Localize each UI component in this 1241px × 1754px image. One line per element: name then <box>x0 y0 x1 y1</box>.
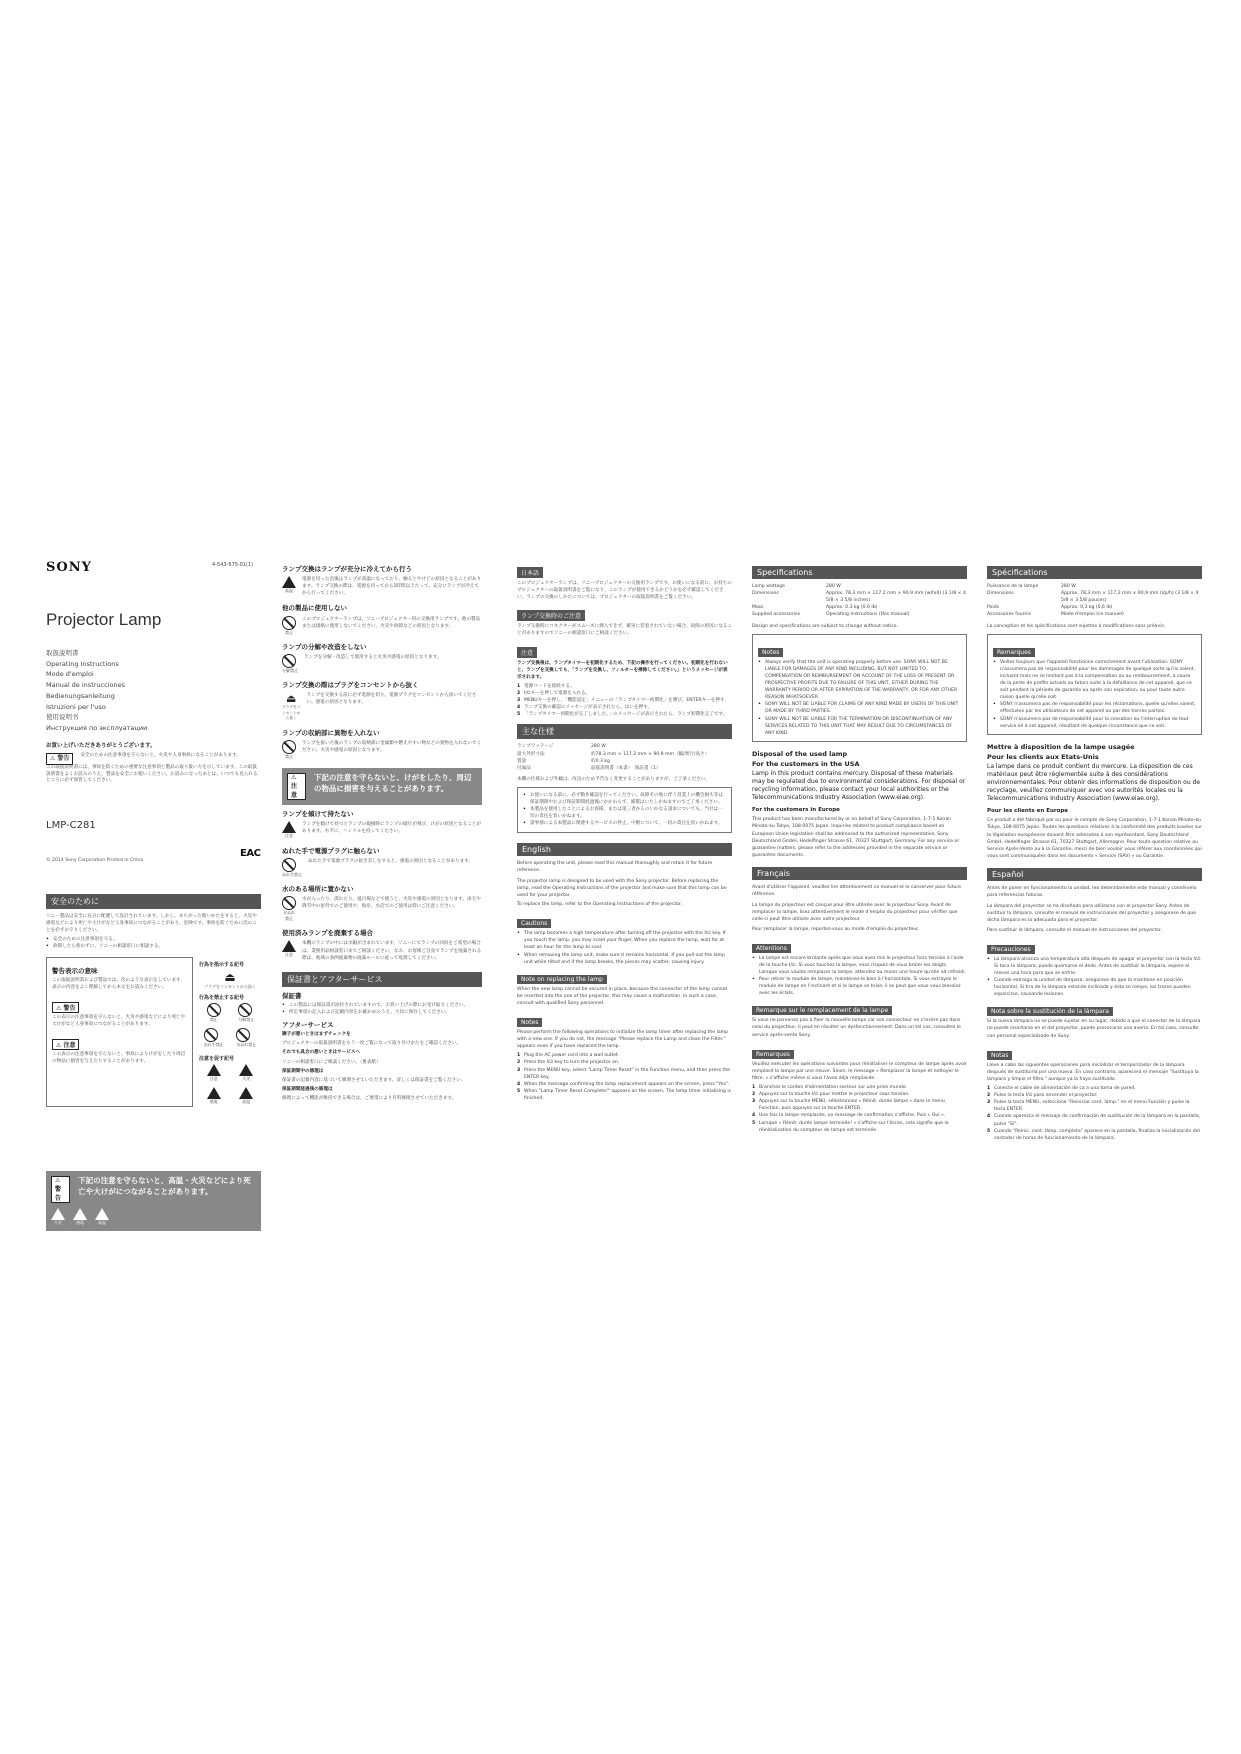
section-title: ランプを傾けて持たない <box>282 810 354 819</box>
step: 1 電源コードを接続する。 <box>517 683 575 689</box>
step: 4 When the message confirming the lamp replacement appears on the screen, press "Yes". <box>517 1081 730 1087</box>
spec-value: 280 W <box>826 584 841 589</box>
paragraph: ランプを抜いた後のランプの収納部に金属類や燃えやすい物などの異物を入れないでください。火災や感電の原因となります。 <box>302 741 482 754</box>
section-title: Disposal of the used lamp <box>752 749 848 758</box>
language-item: Manual de instrucciones <box>46 681 125 690</box>
symbol-legend <box>199 957 261 1108</box>
no-water-icon <box>236 1028 250 1042</box>
paragraph: この表示の注意事項を守らないと、事故によりけがをしたり周辺の物品に損害を与えたりすることがあります。 <box>52 1052 186 1065</box>
paragraph: Antes de poner en funcionamiento la unidad, lea detenidamente este manual y consérvelo para referencias futuras. <box>987 886 1197 899</box>
fire-icon <box>239 1064 253 1076</box>
notes-box <box>987 634 1202 735</box>
spec-value: 約78.3 mm × 117.2 mm × 90.9 mm（幅/奥行/高さ） <box>591 751 710 757</box>
paragraph: Before operating the unit, please read this manual thoroughly and retain it for future reference. <box>517 860 713 873</box>
paragraph: この表示の注意事項を守らないと、火災や感電などにより死亡や大けがなど人身事故につながることがあります。 <box>52 1014 186 1027</box>
warning-panel <box>46 1171 261 1231</box>
paragraph: 修理によって機能が維持できる場合は、ご要望により有料修理させていただきます。 <box>282 1096 457 1102</box>
icon-label: 火災 <box>54 1220 62 1226</box>
jp-warnings-column <box>282 560 482 1104</box>
legend-label: 高温 <box>242 1099 251 1105</box>
bullet: • SONY WILL NOT BE LIABLE FOR THE TERMINATION OR DISCONTINUATION OF ANY SERVICES RELATED TO THIS UNIT THAT MAY RESULT DUE TO CIRCUMSTANCES OF ANY KIND. <box>758 716 953 736</box>
spec-value: Operating Instructions (this manual) <box>826 612 910 618</box>
document-code: 4-543-675-01(1) <box>212 562 254 568</box>
paragraph: Avant d'utiliser l'appareil, veuillez lire attentivement ce manuel et le conserver pour future référence. <box>752 885 962 898</box>
legend-label: 感電 <box>209 1099 218 1105</box>
bullet: • 諸事情による本製品に関連するサービスの停止、中断について、一切の責任を負いかねます。 <box>523 821 723 827</box>
shock-icon <box>207 1087 221 1099</box>
paragraph: このプロジェクターランプは、ソニープロジェクター用の交換用ランプです。他の製品または規格に使用しないでください。火災や故障などの原因となります。 <box>302 616 481 629</box>
en-fr-column <box>752 560 967 1134</box>
subheading: それでも具合の悪いときはサービスへ <box>282 1050 361 1056</box>
section-title: ランプの分解や改造をしない <box>282 642 367 651</box>
note-tag: Nota sobre la sustitución de la lámpara <box>987 1007 1113 1016</box>
jp-en-column <box>517 560 732 1102</box>
eac-mark: EAC <box>240 848 261 859</box>
paragraph: ランプ交換時にコネクターがスムーズに挿入できず、確実に装着されていない場合、故障の原因になることがありますのでソニーの相談窓口にご相談ください。 <box>517 624 732 637</box>
plug-icon: ⏏ <box>285 692 297 706</box>
paragraph: ランプを分解・改造して使用すると火災や感電の原因となります。 <box>304 654 442 660</box>
bullet: • この製品には保証書が添付されていますので、お買い上げの際にお受け取りください。 <box>282 1002 469 1008</box>
step: 1 Conecte el cable de alimentación de ca a una toma de pared. <box>987 1085 1136 1091</box>
note-tag: Notas <box>987 1051 1012 1060</box>
note-tag: 注意 <box>517 647 537 658</box>
warning-badge: ⚠ 警告 <box>51 1176 70 1203</box>
section-header: 保証書とアフターサービス <box>282 972 482 987</box>
step: 1 Branchez le cordon d'alimentation secteur sur une prise murale. <box>752 1084 908 1090</box>
section-title: ランプ交換の際はプラグをコンセントから抜く <box>282 681 419 690</box>
section-title: ぬれた手で電源プラグに触らない <box>282 846 380 855</box>
section-subtitle: For the customers in Europe <box>752 807 840 814</box>
legend-title: 行為を指示する記号 <box>199 961 245 968</box>
paragraph: ランプ交換後は、ランプタイマーを初期化するため、下記の操作を行ってください。初期化を行わないと、ランプを交換しても、「ランプを交換し、フィルターを掃除してください。」というメッセージが表示されます。 <box>517 660 728 680</box>
icon-label: プラグをコンセントから抜く <box>282 705 301 721</box>
note-tag: Remarques <box>993 648 1035 657</box>
paragraph: 保証書の記載内容に基づいて修理させていただきます。詳しくは保証書をご覧ください。 <box>282 1077 466 1083</box>
copyright: © 2014 Sony Corporation Printed in China <box>46 858 144 863</box>
spec-label: Dimensions <box>752 591 779 597</box>
caution-panel-text: 下記の注意を守らないと、けがをしたり、周辺の物品に損害を与えることがあります。 <box>313 773 472 793</box>
notes-box <box>752 634 967 742</box>
paragraph: La lámpara del proyector se ha diseñado para utilizarse con el proyector Sony. Antes de sustituir la lámpara, consulte el manual de instrucciones del proyector y asegúrese de que dicha lámpara es la adecuada para el proyector. <box>987 904 1197 924</box>
no-water-icon <box>282 896 296 910</box>
paragraph: ソニー製品は安全に充分に配慮して設計されています。しかし、まちがった使いかたをすると、火災や感電などにより死亡や大けがなど人身事故につながることがあり、危険です。事故を防ぐために次のことを必ずお守りください。 <box>46 914 257 934</box>
section-title: ランプ交換はランプが充分に冷えてから行う <box>282 565 412 573</box>
paragraph: 本機の仕様および外観は、改良のため予告なく変更することがありますが、ご了承ください。 <box>517 776 710 782</box>
fr-es-column <box>987 560 1202 1142</box>
step: 3 MENUキーを押し、「機能設定」メニューの「ランプタイマー初期化」を選び、ENTERキーを押す。 <box>517 698 729 704</box>
icon-label: ぬれ手禁止 <box>282 871 302 877</box>
language-item: 使用说明书 <box>46 713 79 722</box>
legend-label: 注意 <box>209 1075 218 1081</box>
legend-label: ぬれ手禁止 <box>203 1042 224 1048</box>
spec-label: ランプワッテージ <box>517 744 554 750</box>
language-item: Инструкция по эксплуатации <box>46 724 148 733</box>
section-title: 水のある場所に置かない <box>282 884 354 893</box>
caution-icon <box>207 1064 221 1076</box>
icon-label: 分解禁止 <box>282 667 298 673</box>
section-header: English <box>517 843 732 856</box>
fire-icon <box>51 1208 65 1220</box>
step: 2 Pulse la tecla I/⏻ para encender el proyector. <box>987 1093 1098 1099</box>
spec-label: Dimensions <box>987 591 1014 597</box>
paragraph: Si vous ne parvenez pas à fixer la nouvelle lampe car son connecteur ne s'insère pas dans celui du projecteur, il peut en résulter un dysfonctionnement. Dans un tel cas, consultez le service après-vente Sony. <box>752 1018 961 1038</box>
hot-icon <box>282 576 296 588</box>
bullet: • 故障したら使わずに、ソニーの相談窓口に相談する。 <box>46 944 164 950</box>
step: 5 Cuando "Reinic. cont. lámp. completa" aparece en la pantalla, finaliza la inicialización del contador de horas de funcionamiento de la lámpara. <box>987 1128 1200 1141</box>
spec-value: Mode d'emploi (ce manuel) <box>1061 612 1124 618</box>
legend-label: 分解禁止 <box>238 1017 255 1023</box>
icon-label: 禁止 <box>285 629 293 635</box>
bullet: • SONY n'assumera pas de responsabilité pour les réclamations, quelle qu'elles soient, effectuées par les utilisateurs de cet appareil ou par des tierces parties. <box>993 702 1196 715</box>
icon-label: 水ぬれ禁止 <box>283 909 295 922</box>
note-tag: ランプ交換時のご注意 <box>517 610 585 621</box>
section-header: Spécifications <box>987 566 1202 579</box>
model-number: LMP-C281 <box>46 820 96 831</box>
section-subtitle: For the customers in the USA <box>752 759 860 768</box>
sony-logo: SONY <box>46 560 92 575</box>
step: 2 I/⏻キーを押して電源を入れる。 <box>517 690 591 696</box>
spec-label: 最大外形寸法 <box>517 751 545 757</box>
paragraph: Ce produit a été fabriqué par ou pour le compte de Sony Corporation, 1-7-1 Konan Minato-ku Tokyo, 108-0075 Japon. Toutes les questions relatives à la conformité des produits basées sur la législation européenne doivent être adressées à son représentant, Sony Deutschland GmbH, Hedelfinger Strasse 61, 70327 Stuttgart, Allemagne. Pour toute question relative au Service Après-Vente ou à la Garantie, merci de bien vouloir vous référer aux coordonnées qui vous sont communiquées dans les documents « Service (SAV) » ou Garantie. <box>987 818 1202 859</box>
no-disassembly-icon <box>282 654 296 668</box>
jp-safety-section <box>46 888 261 1231</box>
spec-value: Approx. 0.3 kg (0.6 lb) <box>826 605 878 611</box>
subheading: 保証期間経過後の修理は <box>282 1086 333 1092</box>
caution-panel <box>282 768 482 805</box>
note-tag: Notes <box>517 1018 542 1027</box>
prohibit-icon <box>282 616 296 630</box>
bullet: • La lampe est encore brûlante après que vous avez mis le projecteur hors tension à l'aide de la touche I/⏻. Si vous touchez la lampe, vous risquez de vous brûler les doigts. Lorsque vous voulez remplacer la lampe, attendez au moins une heure qu'elle ait refroidi. <box>752 955 966 975</box>
spec-label: Mass <box>752 605 764 611</box>
box-title: 警告表示の意味 <box>52 966 98 975</box>
spec-table <box>987 583 1202 619</box>
note-tag: Remarques <box>752 1050 794 1059</box>
disclaimer-box <box>517 787 732 833</box>
spec-table <box>517 743 732 771</box>
warning-badge: ⚠ 警告 <box>46 753 73 765</box>
prohibit-icon <box>282 740 296 754</box>
legend-label: 火災 <box>242 1075 251 1081</box>
bullet: • Cuando extraiga la unidad de lámpara, asegúrese de que la mantiene en posición horizontal. Si tira de la lámpara estando inclinada y ésta se rompe, los trozos pueden esparcirse, causando lesiones. <box>987 977 1191 998</box>
subheading: 調子が悪いときはまずチェックを <box>282 1032 351 1038</box>
step: 3 Press the MENU key, select "Lamp Timer Reset" in the Function menu, and then press the ENTER key. <box>517 1067 731 1080</box>
warning-panel-text: 下記の注意を守らないと、高温・火災などにより死亡や大けがにつながることがあります。 <box>78 1176 251 1196</box>
section-header: 主な仕様 <box>517 724 732 739</box>
language-list <box>46 648 261 785</box>
legend-title: 注意を促す記号 <box>199 1055 235 1062</box>
paragraph: ソニーの相談窓口にご相談ください。（裏表紙） <box>282 1059 381 1065</box>
page-title: Projector Lamp <box>46 610 162 629</box>
spec-label: Poids <box>987 605 1000 611</box>
paragraph: This product has been manufactured by or on behalf of Sony Corporation, 1-7-1 Konan Minato-ku Tokyo, 108-0075 Japan. Inquiries related to product compliance based on European Union legislation shall be addressed to the authorized representative, Sony Deutschland GmbH, Hedelfinger Strasse 61, 70327 Stuttgart, Germany. For any service or guarantee matters, please refer to the addresses provided in the separate service or guarantee documents. <box>752 817 960 858</box>
section-header: 安全のために <box>46 894 261 909</box>
plug-icon: ⏏ <box>224 969 236 984</box>
step: 3 Pulse la tecla MENU, seleccione "Reiniciar cont. lámp." en el menú Función y pulse la tecla ENTER. <box>987 1100 1190 1113</box>
step: 4 Cuando aparezca el mensaje de confirmación de sustitución de la lámpara en la pantalla, pulse "Sí". <box>987 1114 1201 1127</box>
paragraph: La lampe dans ce produit contient du mercure. La disposition de ces matériaux peut être réglementée suite à des considérations environnementales. Pour obtenir des informations de disposition ou de recyclage, veuillez communiquer avec vos autorités locales ou la Telecommunications Industry Association (www.eiae.org). <box>987 763 1201 803</box>
bullet: • Pour retirer le module de lampe, maintenez-le bien à l'horizontale. Si vous extrayez le module de lampe en l'inclinant et si la lampe se brise, il se peut que vous vous blessiez avec les éclats. <box>752 977 961 997</box>
step: 5 When "Lamp Timer Reset Complete!" appears on the screen, The lamp timer initializing is finished. <box>517 1088 732 1102</box>
paragraph: To replace the lamp, refer to the Operating Instructions of the projector. <box>517 902 683 908</box>
no-wet-hands-icon <box>204 1028 218 1042</box>
legend-label: プラグをコンセントから抜く <box>204 983 256 989</box>
no-wet-hands-icon <box>282 858 296 872</box>
step: 3 Appuyez sur la touche MENU, sélectionnez « Réinit. durée lampe » dans le menu Fonction, puis appuyez sur la touche ENTER. <box>752 1099 945 1112</box>
language-item: Mode d'emploi <box>46 670 94 679</box>
caution-icon <box>282 940 296 952</box>
paragraph: ぬれた手で電源プラグの抜き差しをすると、感電の原因となることがあります。 <box>308 858 474 864</box>
spec-value: Approx. 78.3 mm × 117.2 mm × 90.9 mm (w/h/d) (3 1/8 × 4 5/8 × 3 5/8 inches) <box>826 591 966 604</box>
note-tag: Note on replacing the lamp <box>517 975 607 984</box>
section-header: Español <box>987 868 1202 881</box>
spec-value: Approx. 0,3 kg (0,6 lb) <box>1061 605 1113 611</box>
caution-badge: ⚠ 注意 <box>52 1039 79 1050</box>
prohibit-icon <box>207 1003 221 1017</box>
step: 5 「ランプタイマー初期化が完了しました。」のメッセージが表示されたら、ランプ初期化完了です。 <box>517 712 728 718</box>
language-item: Operating Instructions <box>46 659 119 668</box>
bullet: • SONY WILL NOT BE LIABLE FOR CLAIMS OF ANY KIND MADE BY USERS OF THIS UNIT OR MADE BY THIRD PARTIES. <box>758 702 959 715</box>
paragraph: Lamp in this product contains mercury. Disposal of these materials may be regulated due to environmental considerations. For disposal or recycling information, please contact your local authorities or the Telecommunications Industry Association (www.eiae.org). <box>752 770 966 802</box>
caution-badge: ⚠ 注意 <box>287 773 306 800</box>
bullet: • SONY n'assumera pas de responsabilité pour la cessation ou l'interruption de tout service lié à cet appareil, résultant de quelque circonstance que ce soit. <box>993 716 1189 729</box>
paragraph: Si la nueva lámpara no se puede sujetar en su lugar, debido a que el conector de la lámpara no puede insertarse en el del proyector, puede provocarse una avería. En tal caso, consulte con personal especializado de Sony. <box>987 1019 1201 1039</box>
legend-label: 水ぬれ禁止 <box>236 1042 257 1048</box>
step: 2 Appuyez sur la touche I/⏻ pour mettre le projecteur sous tension. <box>752 1092 910 1098</box>
warning-text: 安全のための注意事項を守らないと、火災や人身事故になることがあります。 <box>80 752 241 758</box>
section-title: 保証書 <box>282 991 302 1000</box>
paragraph: 本機のランプの中には水銀が含まれています。ソニーにてランプの回収をご希望の場合は、業務用品相談窓口までご相談ください。なお、お客様ご自身でランプを廃棄される際は、地域の条例廃棄物の廃棄ルールに従って処理してください。 <box>302 941 482 961</box>
warning-intro: お買い上げいただきありがとうございます。 <box>46 742 156 749</box>
step: 1 Plug the AC power cord into a wall outlet. <box>517 1053 620 1059</box>
bullet: • 安全のための注意事項を守る。 <box>46 937 118 943</box>
icon-label: 注意 <box>285 952 293 958</box>
spec-value: Approx. 78,3 mm × 117,2 mm × 90,9 mm (l/p/h) (3 1/8 × 4 5/8 × 3 5/8 pouces) <box>1061 591 1199 604</box>
note-tag: Cautions <box>517 919 551 928</box>
paragraph: プロジェクターの取扱説明書をもう一度ご覧になって取り付けかたをご確認ください。 <box>282 1041 461 1047</box>
legend-title: 行為を禁止する記号 <box>199 994 245 1001</box>
icon-label: 禁止 <box>285 754 293 760</box>
caution-icon <box>282 821 296 833</box>
section-title: 使用済みランプを廃棄する場合 <box>282 929 373 938</box>
spec-value: 280 W <box>1061 584 1076 589</box>
paragraph: ランプを交換する前に必ず電源を切り、電源プラグをコンセントから抜いてください。感電の原因となります。 <box>306 693 477 706</box>
step: 4 ランプ交換の確認のメッセージが表示されたら、はいを押す。 <box>517 705 652 711</box>
section-header: 日本語 <box>517 567 543 578</box>
spec-label: Accessoires fournis <box>987 612 1032 618</box>
paragraph: The projector lamp is designed to be used with the Sony projector. Before replacing the lamp, read the Operating Instructions of the projector and make sure that this lamp can be used for your projector. <box>517 878 727 898</box>
bullet: • Veillez toujours que l'appareil fonctionne correctement avant l'utilisation. SONY n'assumera pas de responsabilité pour les dommages de quelque sorte qu'ils soient, incluant mais ne se limitant pas à la compensation ou au remboursement, à cause de la perte de profits actuels ou futurs suite à la défaillance de cet appareil, que ce soit pendant la période de garantie ou après son expiration, ou pour toute autre raison quelle qu'elle soit. <box>993 659 1196 701</box>
spec-label: Supplied accessories <box>752 612 801 618</box>
warning-text-2: この取扱説明書には、事故を防ぐための重要な注意事項と製品の取り扱い方を示しています。この取扱説明書をよくお読みのうえ、製品を安全にお使いください。お読みになったあとは、いつでも見られるところに必ず保管してください。 <box>46 764 258 784</box>
paragraph: Lleve a cabo las siguientes operaciones para inicializar el temporizador de la lámpara después de sustituirla por una nueva. En caso contrario, aparecerá el mensaje "Sustituya la lámpara y limpie el filtro." aunque ya la haya sustituido. <box>987 1062 1199 1082</box>
language-item: Bedienungsanleitung <box>46 691 115 700</box>
step: 5 Lorsque « Réinit. durée lampe terminée! » s'affiche sur l'écran, cela signifie que la réinitialisation du compteur de lampe est terminée. <box>752 1120 949 1133</box>
paragraph: この取扱説明書および製品では、次のような表示をしています。表示の内容をよく理解してから本文をお読みください。 <box>52 977 185 990</box>
bullet: • La lámpara alcanza una temperatura alta después de apagar el proyector con la tecla I/⏻. Si toca la lámpara, puede quemarse el dedo. Antes de sustituir la lámpara, espere al menos una hora para que se enfríe. <box>987 956 1202 976</box>
legend-label: 禁止 <box>209 1017 218 1023</box>
spec-label: Puissance de la lampe <box>987 584 1039 589</box>
bullet: • 所定事項の記入および記載内容をお確かめのうえ、大切に保存してください。 <box>282 1010 451 1016</box>
paragraph: Design and specifications are subject to change without notice. <box>752 623 899 629</box>
section-title: アフターサービス <box>282 1021 334 1030</box>
paragraph: ランプを傾けて持つとランプの破損時にランプの破片が飛び、けがの原因となることがあります。水平に、ハンドルを持ってください。 <box>302 822 481 835</box>
bullet: • 本製品を使用したことによるお客様、または第三者からのいかなる請求についても、当社は一切の責任を負いかねます。 <box>523 807 723 820</box>
paragraph: When the new lamp cannot be secured in place, because the connector of the lamp cannot be inserted into the one of the projector, this may cause a malfunction. In such a case, consult with qualified Sony personnel. <box>517 986 728 1006</box>
section-header: Specifications <box>752 566 967 579</box>
section-title: ランプの収納部に異物を入れない <box>282 728 380 737</box>
warning-meaning-box <box>46 957 193 1108</box>
spec-label: 質量 <box>517 758 527 764</box>
section-subtitle: Pour les clients aux Etats-Unis <box>987 752 1099 761</box>
hot-icon <box>239 1087 253 1099</box>
paragraph: Para sustituir la lámpara, consulte el manual de instrucciones del proyector. <box>987 927 1162 933</box>
paragraph: このプロジェクターランプは、ソニープロジェクターの交換用ランプです。お使いになる前に、お持ちのプロジェクターの取扱説明書をご覧になり、このランプが使用できるかどうかを必ず確認してください。ランプの交換のしかたについては、プロジェクターの取扱説明書をご覧ください。 <box>517 581 732 601</box>
spec-label: 付属品 <box>517 765 531 771</box>
icon-label: 高温 <box>98 1220 106 1226</box>
icon-label: 高温 <box>285 588 293 594</box>
bullet: • When removing the lamp unit, make sure it remains horizontal. If you pull out the lamp unit while tilted and if the lamp breaks, the pieces may scatter, causing injury. <box>517 952 726 965</box>
step: 2 Press the I/⏻ key to turn the projector on. <box>517 1060 620 1066</box>
icon-label: 注意 <box>285 833 293 839</box>
icon-label: 感電 <box>76 1220 84 1226</box>
paragraph: Veuillez exécuter les opérations suivantes pour réinitialiser le compteur de lampe après avoir remplacé la lampe par une neuve. Sinon, le message « Remplacer la lampe et nettoyer le filtre. » s'affiche même si vous l'avez déjà remplacée. <box>752 1061 967 1081</box>
section-title: 他の製品に使用しない <box>282 604 347 613</box>
note-tag: Remarque sur le remplacement de la lampe <box>752 1006 892 1015</box>
section-subtitle: Pour les clients en Europe <box>987 808 1069 815</box>
paragraph: Please perform the following operations to initialize the lamp timer after replacing the lamp with a new one. If you do not, the message "Please replace the Lamp and clean the Filter." appears even if you have replaced the lamp. <box>517 1030 729 1050</box>
spec-value: 280 W <box>591 744 606 750</box>
paragraph: Pour remplacer la lampe, reportez-vous au mode d'emploi du projecteur. <box>752 926 920 932</box>
spec-value: 約0.3 kg <box>591 758 610 764</box>
bullet: • お使いになる前に、必ず動作確認を行ってください。故障その他に伴う営業上の機会損失等は保証期間中および保証期間経過後にかかわらず、補償はいたしかねますのでご了承ください。 <box>523 792 723 806</box>
section-title: Mettre à disposition de la lampe usagée <box>987 742 1135 751</box>
bullet: • Always verify that the unit is operating properly before use. SONY WILL NOT BE LIABLE FOR DAMAGES OF ANY KIND INCLUDING, BUT NOT LIMITED TO, COMPENSATION OR REIMBURSEMENT ON ACCOUNT OF THE LOSS OF PRESENT OR PROSPECTIVE PROFITS DUE TO FAILURE OF THIS UNIT, EITHER DURING THE WARRANTY PERIOD OR AFTER EXPIRATION OF THE WARRANTY, OR FOR ANY OTHER REASON WHATSOEVER. <box>758 659 958 701</box>
shock-icon <box>73 1208 87 1220</box>
warning-badge: ⚠ 警告 <box>52 1002 79 1013</box>
language-item: 取扱説明書 <box>46 649 79 657</box>
bullet: • The lamp becomes a high temperature after turning off the projector with the I/⏻ key. If you touch the lamp, you may scald your finger. When you replace the lamp, wait for at least an hour for the lamp to cool. <box>517 931 726 951</box>
paragraph: La conception et les spécifications sont sujettes à modifications sans préavis. <box>987 623 1166 629</box>
section-header: Français <box>752 867 967 880</box>
paragraph: 水が入ったり、濡れたり、風呂場などで使うと、火災や感電の原因となります。雨天や降雪中の屋外でのご使用や、海岸、水辺でのご使用は特にご注意ください。 <box>302 896 481 910</box>
spec-value: 取扱説明書（本書） 保証書（1） <box>591 765 661 771</box>
note-tag: Precauciones <box>987 945 1035 954</box>
step: 4 Une fois la lampe remplacée, un message de confirmation s'affiche. Puis « Oui ». <box>752 1113 946 1119</box>
note-tag: Attentions <box>752 944 791 953</box>
note-tag: Notes <box>758 648 783 657</box>
hot-icon <box>95 1208 109 1220</box>
language-item: Istruzioni per l'uso <box>46 702 106 711</box>
warning-badge-label: 警告 <box>57 754 70 762</box>
subheading: 保証期間中の修理は <box>282 1068 324 1074</box>
paragraph: 電源を切った直後はランプが高温になっており、触るとやけどの原因となることがあります。ランプ交換の際は、電源を切ってから1時間以上たって、充分にランプが冷えてから行ってください。 <box>302 577 482 597</box>
paragraph: La lampe du projecteur est conçue pour être utilisée avec le projecteur Sony. Avant de remplacer la lampe, lisez attentivement le mode d'emploi du projecteur pour vérifier que celle-ci peut être utilisée avec votre projecteur. <box>752 903 958 923</box>
no-disassembly-icon <box>238 1003 252 1017</box>
spec-table <box>752 583 967 619</box>
spec-label: Lamp wattage <box>752 584 785 589</box>
